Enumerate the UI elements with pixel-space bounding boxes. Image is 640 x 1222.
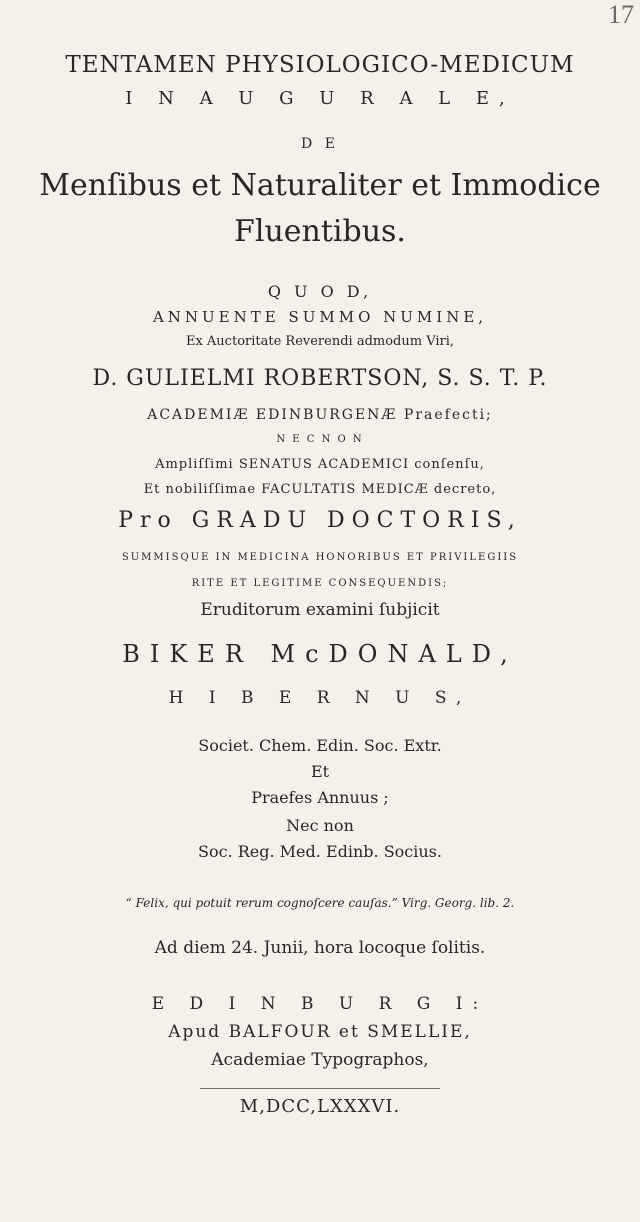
subject-line-2: Fluentibus. (234, 214, 406, 249)
pro-gradu-line: Pro GRADU DOCTORIS, (118, 508, 522, 533)
de-line: D E (301, 136, 339, 152)
summisque-line: SUMMISQUE IN MEDICINA HONORIBUS ET PRIVILEGIIS (121, 552, 519, 563)
rite-line: RITE ET LEGITIME CONSEQUENDIS; (191, 578, 449, 589)
inaugurale-line: I N A U G U R A L E, (125, 88, 515, 109)
et-line: Et (310, 762, 330, 781)
thesis-title: TENTAMEN PHYSIOLOGICO-MEDICUM (65, 52, 575, 78)
soc-reg-line: Soc. Reg. Med. Edinb. Socius. (198, 842, 442, 861)
virgil-quote: “ Felix, qui potuit rerum cognoſcere cauſas.” Virg. Georg. lib. 2. (125, 896, 515, 910)
typographos-line: Academiae Typographos, (211, 1050, 429, 1070)
rector-name: D. GULIELMI ROBERTSON, S. S. T. P. (92, 366, 548, 391)
nec-non-line-2: Nec non (286, 816, 354, 835)
quod-line: Q U O D, (267, 282, 373, 301)
facultatis-line: Et nobiliſſimae FACULTATIS MEDICÆ decreto, (143, 482, 497, 497)
city-line: E D I N B U R G I: (151, 994, 489, 1014)
hibernus-line: H I B E R N U S, (168, 688, 472, 708)
page-number: 17 (608, 0, 634, 29)
imprint-year: M,DCC,LXXXVI. (239, 1096, 401, 1117)
eruditorum-line: Eruditorum examini ſubjicit (200, 600, 440, 620)
nec-non-line-1: N E C N O N (276, 434, 364, 445)
societ-line: Societ. Chem. Edin. Soc. Extr. (198, 736, 442, 755)
senatus-line: Ampliſſimi SENATUS ACADEMICI conſenſu, (155, 457, 485, 472)
divider-rule (200, 1088, 440, 1089)
academiae-line: ACADEMIÆ EDINBURGENÆ Praefecti; (147, 407, 493, 423)
author-name: BIKER McDONALD, (122, 640, 518, 668)
date-line: Ad diem 24. Junii, hora locoque ſolitis. (154, 938, 486, 958)
praefes-line: Praefes Annuus ; (251, 788, 389, 807)
auctoritate-line: Ex Auctoritate Reverendi admodum Viri, (185, 334, 455, 349)
annuente-line: ANNUENTE SUMMO NUMINE, (152, 308, 488, 326)
subject-line-1: Menſibus et Naturaliter et Immodice (39, 168, 601, 203)
publisher-line: Apud BALFOUR et SMELLIE, (168, 1022, 472, 1042)
